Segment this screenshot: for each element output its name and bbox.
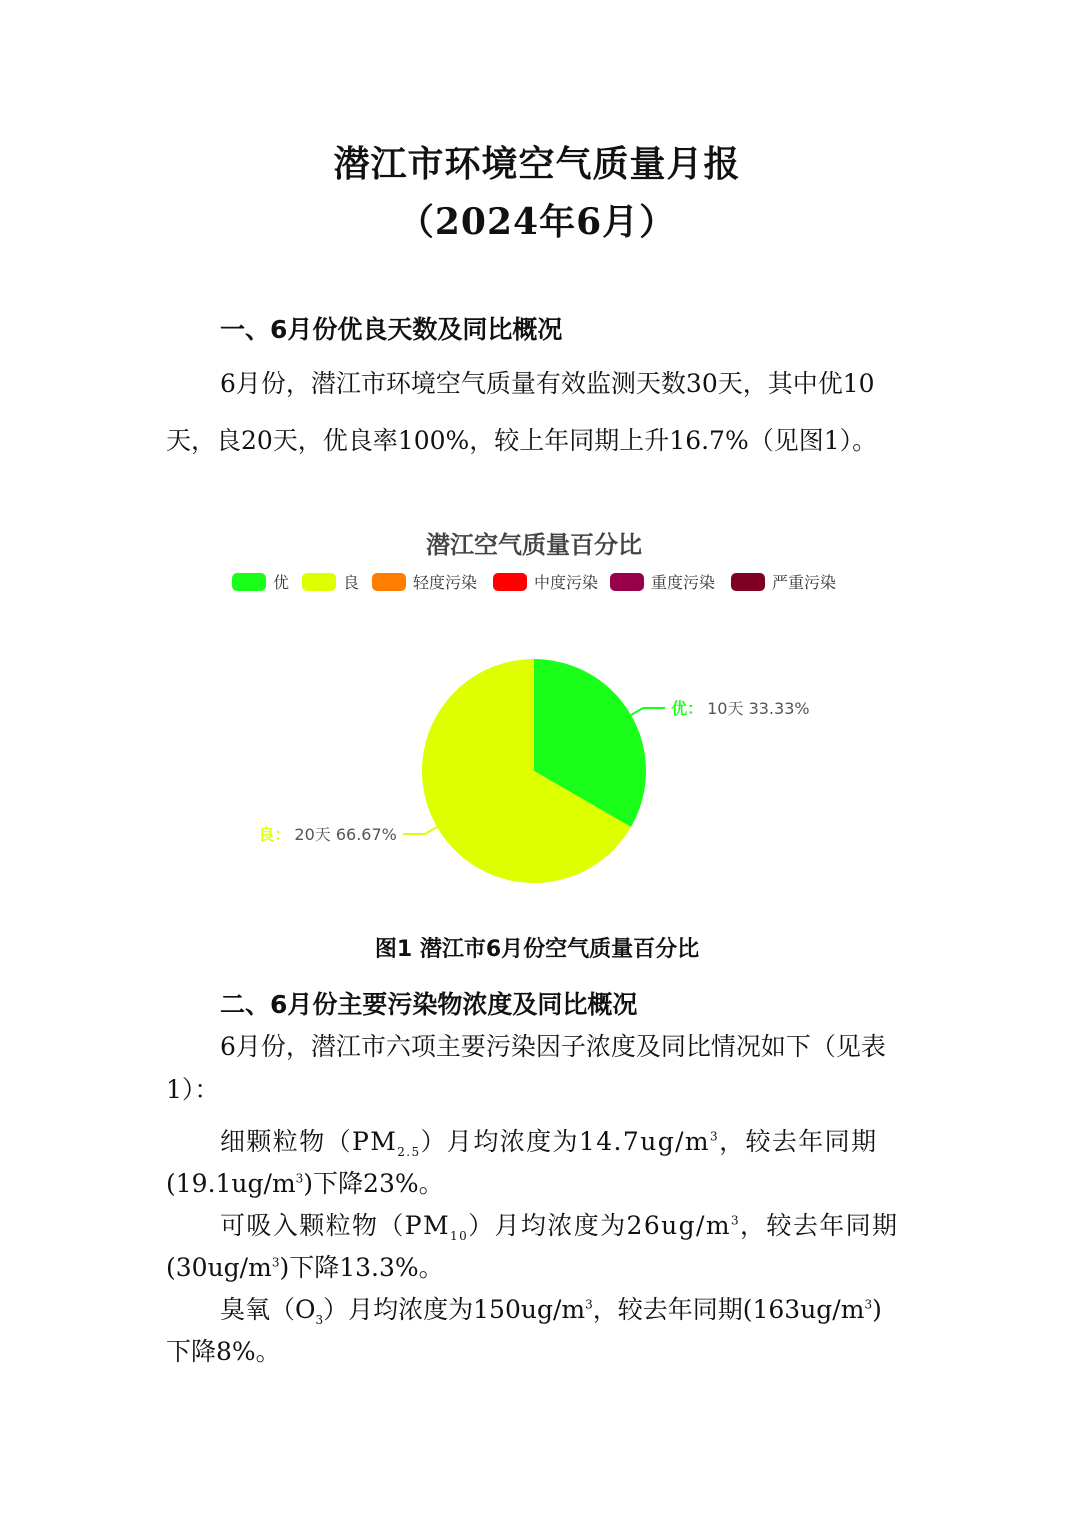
o3-line1 bbox=[220, 1290, 912, 1327]
pm10-sup2: 3 bbox=[271, 1255, 280, 1270]
doc-subtitle: （2024年6月） bbox=[397, 201, 677, 243]
pm10-sup: 3 bbox=[730, 1213, 741, 1228]
legend-label-0[interactable]: 优 bbox=[273, 573, 290, 592]
pm25-text-b: ）月均浓度为14.7ug/m bbox=[420, 1127, 711, 1156]
pm10-text-b: ）月均浓度为26ug/m bbox=[468, 1211, 731, 1240]
pie-leader-0 bbox=[631, 708, 665, 715]
o3-text-d: ) bbox=[872, 1295, 882, 1324]
pm25-sup: 3 bbox=[710, 1129, 720, 1144]
legend-swatch-1[interactable] bbox=[302, 573, 336, 591]
section2-heading: 二、6月份主要污染物浓度及同比概况 bbox=[220, 990, 638, 1019]
o3-text-a: 臭氧（O bbox=[220, 1295, 316, 1324]
legend-label-2[interactable]: 轻度污染 bbox=[413, 573, 478, 592]
pm25-text-d: (19.1ug/m bbox=[166, 1169, 296, 1198]
legend-swatch-2[interactable] bbox=[372, 573, 406, 591]
legend-label-4[interactable]: 重度污染 bbox=[651, 573, 716, 592]
pm10-text-a: 可吸入颗粒物（PM bbox=[220, 1211, 451, 1240]
pm25-line1 bbox=[220, 1122, 912, 1159]
legend-swatch-4[interactable] bbox=[610, 573, 644, 591]
pm10-line1 bbox=[220, 1206, 912, 1243]
o3-line2 bbox=[166, 1332, 912, 1368]
pm10-sub: 10 bbox=[450, 1229, 469, 1243]
legend-label-1[interactable]: 良 bbox=[343, 573, 360, 592]
section1-paragraph bbox=[166, 355, 912, 469]
pm25-sup2: 3 bbox=[295, 1171, 304, 1186]
pm25-text-c: ，较去年同期 bbox=[719, 1127, 878, 1156]
section2-intro-text: 6月份，潜江市六项主要污染因子浓度及同比情况如下（见表1）： bbox=[166, 1032, 886, 1104]
legend-label-5[interactable]: 严重污染 bbox=[772, 573, 837, 592]
legend-swatch-3[interactable] bbox=[493, 573, 527, 591]
o3-sub: 3 bbox=[315, 1313, 324, 1327]
o3-text-c: ，较去年同期(163ug/m bbox=[592, 1295, 865, 1324]
pm25-line2 bbox=[166, 1164, 912, 1200]
pm10-text-d: (30ug/m bbox=[166, 1253, 272, 1282]
pm25-sub: 2.5 bbox=[397, 1145, 421, 1159]
pm25-text-e: )下降23%。 bbox=[303, 1169, 444, 1198]
pie-label-1: 良： 20天 66.67% bbox=[258, 825, 397, 844]
o3-sup2: 3 bbox=[864, 1297, 873, 1312]
pie-label-0: 优： 10天 33.33% bbox=[671, 699, 810, 718]
pie-slices bbox=[422, 659, 646, 883]
pie-leader-1 bbox=[403, 827, 437, 834]
pie-chart bbox=[0, 515, 1074, 935]
pm10-text-e: )下降13.3%。 bbox=[279, 1253, 444, 1282]
section1-text: 6月份，潜江市环境空气质量有效监测天数30天，其中优10天，良20天，优良率100%，较上年同期上升16.7%（见图1）。 bbox=[166, 369, 878, 455]
chart-title: 潜江空气质量百分比 bbox=[426, 531, 642, 559]
figure-caption: 图1 潜江市6月份空气质量百分比 bbox=[374, 937, 700, 962]
legend-swatch-0[interactable] bbox=[232, 573, 266, 591]
pm25-text-a: 细颗粒物（PM bbox=[220, 1127, 398, 1156]
section2-intro bbox=[166, 1025, 912, 1111]
legend-label-3[interactable]: 中度污染 bbox=[534, 573, 599, 592]
legend-swatch-5[interactable] bbox=[731, 573, 765, 591]
o3-text-b: ）月均浓度为150ug/m bbox=[323, 1295, 586, 1324]
pm10-line2 bbox=[166, 1248, 912, 1284]
o3-sup: 3 bbox=[585, 1297, 593, 1312]
o3-text-e: 下降8%。 bbox=[166, 1337, 281, 1366]
doc-title: 潜江市环境空气质量月报 bbox=[333, 143, 741, 185]
section1-heading: 一、6月份优良天数及同比概况 bbox=[220, 315, 563, 344]
chart-legend bbox=[232, 573, 836, 592]
pm10-text-c: ，较去年同期 bbox=[740, 1211, 899, 1240]
